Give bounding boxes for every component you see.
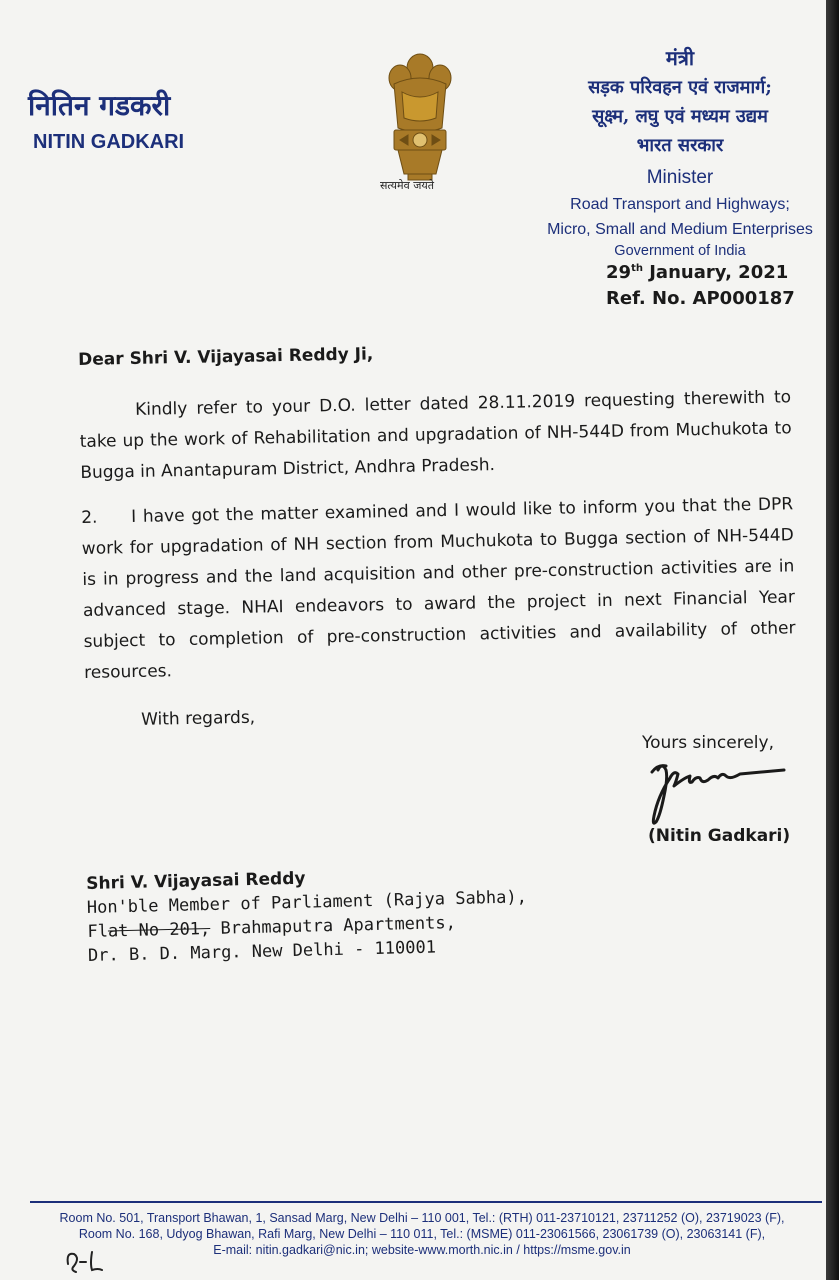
reference-number: Ref. No. AP000187 bbox=[606, 288, 795, 309]
recipient-name: Shri V. Vijayasai Reddy bbox=[86, 868, 306, 894]
national-emblem-icon bbox=[372, 48, 468, 198]
recipient-line-2-struck: at No 201, bbox=[107, 918, 211, 942]
recipient-line-2-a: Fl bbox=[87, 921, 109, 942]
closing: Yours sincerely, bbox=[642, 733, 774, 753]
designation-english: Minister bbox=[646, 167, 714, 188]
paragraph-2 bbox=[81, 489, 796, 689]
portfolio-hindi-1: सड़क परिवहन एवं राजमार्ग; bbox=[588, 77, 772, 98]
footer-line-3: E-mail: nitin.gadkari@nic.in; website-www.morth.nic.in / https://msme.gov.in bbox=[213, 1243, 631, 1257]
designation-hindi: मंत्री bbox=[665, 46, 695, 70]
signatory-name: (Nitin Gadkari) bbox=[648, 826, 791, 846]
recipient-line-2-b: Brahmaputra Apartments, bbox=[210, 912, 457, 939]
paragraph-2-text: I have got the matter examined and I would like to inform you that the DPR work for upgradation of NH section from Muchukota to Bugga section of NH-544D is in progress and the land acquisition and other pre-construction activities are in advanced stage. NHAI endeavors to award the project in next Financial Year subject to completion of pre-construction activities and availability of other resources. bbox=[81, 494, 796, 683]
portfolio-hindi-2: सूक्ष्म, लघु एवं मध्यम उद्यम bbox=[592, 106, 768, 127]
recipient-address bbox=[86, 861, 528, 968]
footer bbox=[20, 1210, 824, 1258]
minister-name-hindi: नितिन गडकरी bbox=[28, 89, 171, 122]
date-month-year: January, 2021 bbox=[642, 262, 789, 283]
footer-divider bbox=[30, 1201, 822, 1203]
regards: With regards, bbox=[140, 707, 256, 730]
signature-icon bbox=[644, 756, 794, 828]
paragraph-2-number: 2. bbox=[81, 507, 98, 528]
government-hindi: भारत सरकार bbox=[636, 135, 724, 156]
government-english: Government of India bbox=[614, 243, 746, 259]
footer-line-2: Room No. 168, Udyog Bhawan, Rafi Marg, New Delhi – 110 011, Tel.: (MSME) 011-23061566, 23061739 (O), 23063141 (F), bbox=[78, 1227, 766, 1241]
salutation: Dear Shri V. Vijayasai Reddy Ji, bbox=[78, 344, 374, 370]
recipient-line-1: Hon'ble Member of Parliament (Rajya Sabha), bbox=[86, 887, 528, 918]
date-suffix: th bbox=[631, 263, 643, 274]
letter-body bbox=[78, 336, 797, 731]
letter-date bbox=[606, 262, 788, 283]
minister-name-english: NITIN GADKARI bbox=[33, 131, 185, 153]
scan-edge bbox=[826, 0, 839, 1280]
date-day: 29 bbox=[606, 262, 632, 283]
emblem-motto: सत्यमेव जयते bbox=[380, 179, 435, 192]
handwritten-initials-icon bbox=[62, 1244, 112, 1276]
recipient-line-3: Dr. B. D. Marg. New Delhi - 110001 bbox=[87, 937, 437, 966]
footer-line-1: Room No. 501, Transport Bhawan, 1, Sansad Marg, New Delhi – 110 001, Tel.: (RTH) 011-23710121, 23711252 (O), 23719023 (F), bbox=[59, 1211, 785, 1225]
paragraph-1: Kindly refer to your D.O. letter dated 28.11.2019 requesting therewith to take up the work of Rehabilitation and upgradation of NH-544D from Muchukota to Bugga in Anantapuram District, Andhra Pradesh. bbox=[79, 387, 792, 483]
minister-designation-block bbox=[520, 44, 839, 260]
portfolio-english-1: Road Transport and Highways; bbox=[570, 196, 790, 213]
portfolio-english-2: Micro, Small and Medium Enterprises bbox=[547, 221, 813, 238]
